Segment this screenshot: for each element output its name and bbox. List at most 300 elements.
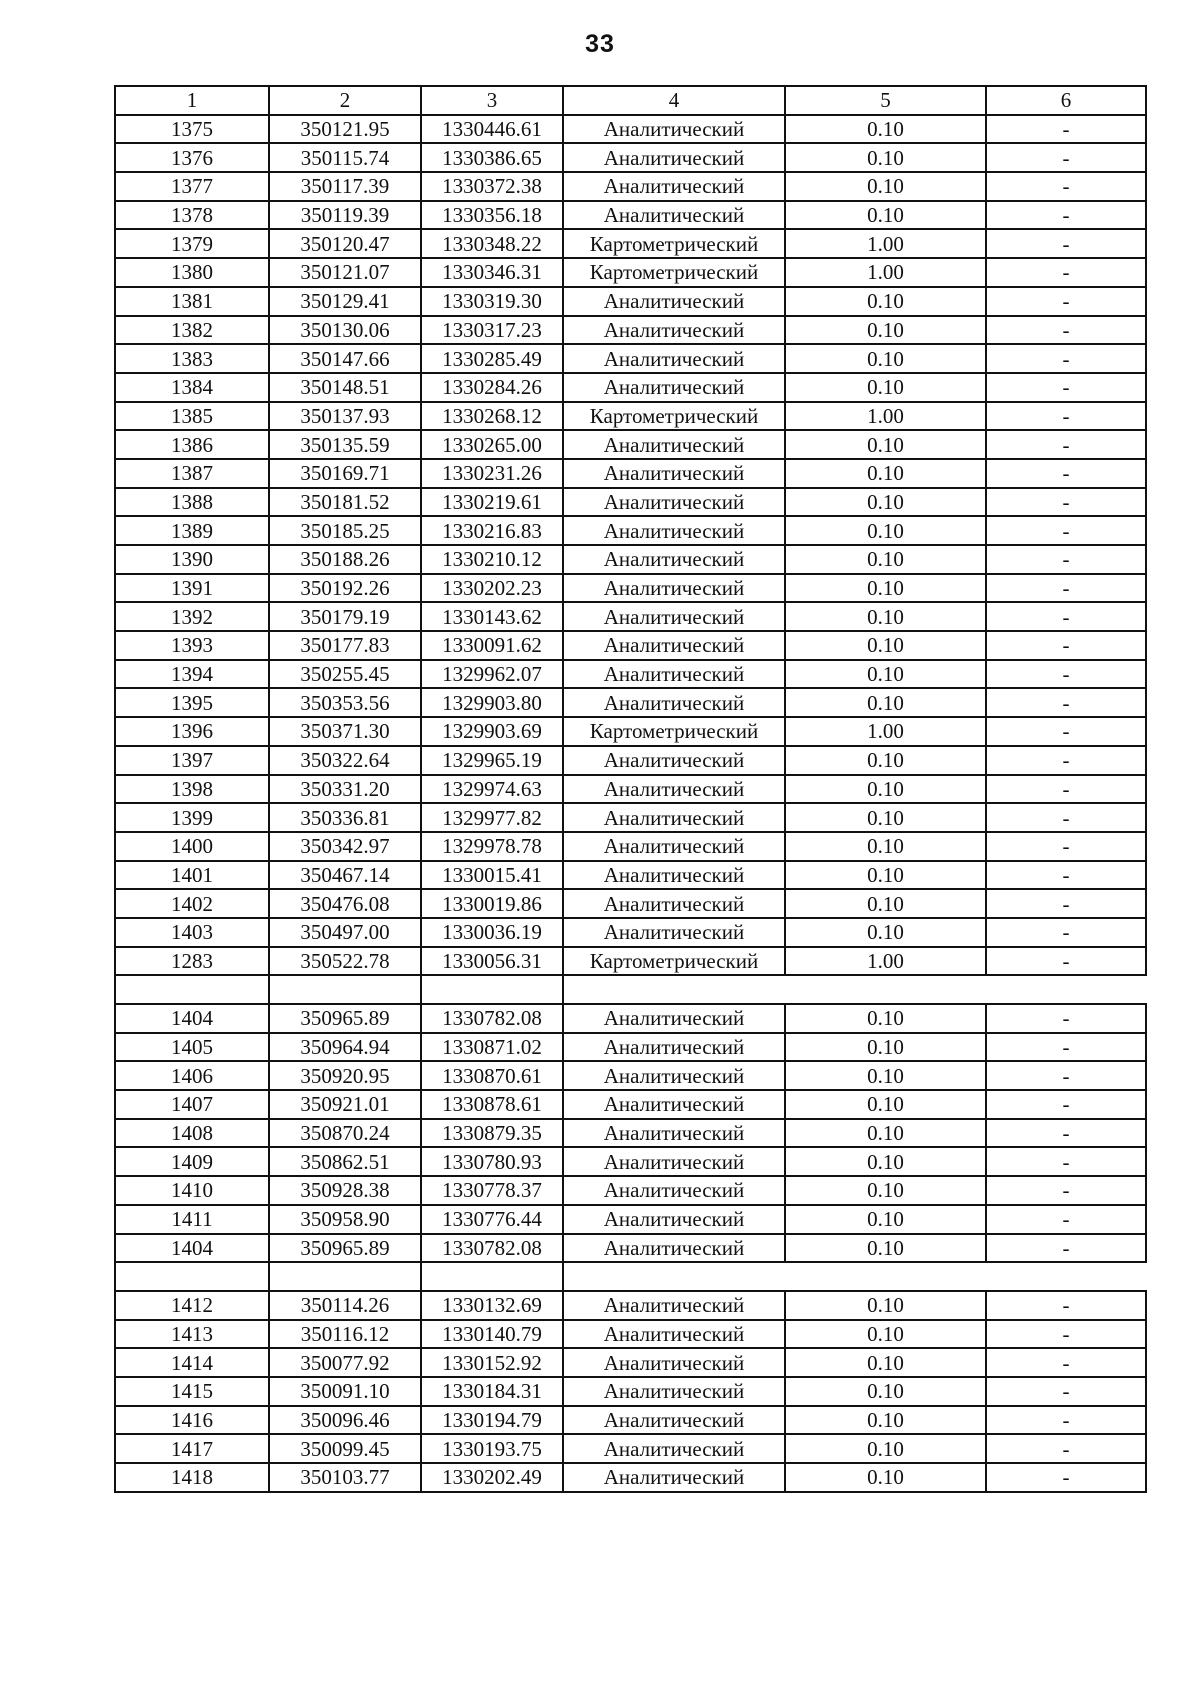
note-cell: -: [986, 1406, 1146, 1435]
x-coordinate-cell: 350116.12: [269, 1320, 421, 1349]
accuracy-cell: 0.10: [785, 1348, 986, 1377]
x-coordinate-cell: 350148.51: [269, 373, 421, 402]
table-row: [115, 803, 1146, 832]
point-number-cell: 1416: [115, 1406, 269, 1435]
note-cell: -: [986, 1147, 1146, 1176]
y-coordinate-cell: 1330317.23: [421, 316, 563, 345]
point-number-cell: 1403: [115, 918, 269, 947]
point-number-cell: 1400: [115, 832, 269, 861]
method-cell: Аналитический: [563, 172, 785, 201]
table-row: [115, 488, 1146, 517]
table-row: [115, 1205, 1146, 1234]
table-row: [115, 1463, 1146, 1492]
method-cell: Картометрический: [563, 258, 785, 287]
table-row: [115, 229, 1146, 258]
x-coordinate-cell: 350135.59: [269, 430, 421, 459]
x-coordinate-cell: 350185.25: [269, 516, 421, 545]
method-cell: Аналитический: [563, 1320, 785, 1349]
table-row: [115, 688, 1146, 717]
table-row: [115, 1119, 1146, 1148]
method-cell: Аналитический: [563, 1463, 785, 1492]
y-coordinate-cell: 1330202.23: [421, 574, 563, 603]
note-cell: -: [986, 1234, 1146, 1263]
method-cell: Аналитический: [563, 1406, 785, 1435]
table-row: [115, 545, 1146, 574]
y-coordinate-cell: 1330778.37: [421, 1176, 563, 1205]
table-row: [115, 1320, 1146, 1349]
x-coordinate-cell: 350121.95: [269, 115, 421, 144]
note-cell: -: [986, 775, 1146, 804]
y-coordinate-cell: 1330202.49: [421, 1463, 563, 1492]
y-coordinate-cell: 1330782.08: [421, 1234, 563, 1263]
accuracy-cell: 0.10: [785, 631, 986, 660]
empty-cell: [115, 1262, 269, 1291]
point-number-cell: 1413: [115, 1320, 269, 1349]
method-cell: Аналитический: [563, 1033, 785, 1062]
point-number-cell: 1391: [115, 574, 269, 603]
y-coordinate-cell: 1330782.08: [421, 1004, 563, 1033]
point-number-cell: 1283: [115, 947, 269, 976]
x-coordinate-cell: 350928.38: [269, 1176, 421, 1205]
y-coordinate-cell: 1329965.19: [421, 746, 563, 775]
method-cell: Аналитический: [563, 1176, 785, 1205]
note-cell: -: [986, 344, 1146, 373]
note-cell: -: [986, 803, 1146, 832]
note-cell: -: [986, 258, 1146, 287]
accuracy-cell: 0.10: [785, 488, 986, 517]
accuracy-cell: 0.10: [785, 143, 986, 172]
y-coordinate-cell: 1330265.00: [421, 430, 563, 459]
method-cell: Картометрический: [563, 717, 785, 746]
point-number-cell: 1397: [115, 746, 269, 775]
table-row: [115, 516, 1146, 545]
y-coordinate-cell: 1330871.02: [421, 1033, 563, 1062]
group-separator-row: [115, 975, 1146, 1004]
method-cell: Аналитический: [563, 488, 785, 517]
x-coordinate-cell: 350117.39: [269, 172, 421, 201]
x-coordinate-cell: 350091.10: [269, 1377, 421, 1406]
table-row: [115, 402, 1146, 431]
y-coordinate-cell: 1330356.18: [421, 201, 563, 230]
x-coordinate-cell: 350137.93: [269, 402, 421, 431]
y-coordinate-cell: 1329962.07: [421, 660, 563, 689]
x-coordinate-cell: 350130.06: [269, 316, 421, 345]
note-cell: -: [986, 1320, 1146, 1349]
point-number-cell: 1395: [115, 688, 269, 717]
x-coordinate-cell: 350255.45: [269, 660, 421, 689]
method-cell: Аналитический: [563, 602, 785, 631]
note-cell: -: [986, 287, 1146, 316]
method-cell: Аналитический: [563, 1434, 785, 1463]
y-coordinate-cell: 1330284.26: [421, 373, 563, 402]
y-coordinate-cell: 1330184.31: [421, 1377, 563, 1406]
y-coordinate-cell: 1330268.12: [421, 402, 563, 431]
point-number-cell: 1378: [115, 201, 269, 230]
method-cell: Аналитический: [563, 746, 785, 775]
point-number-cell: 1377: [115, 172, 269, 201]
point-number-cell: 1376: [115, 143, 269, 172]
accuracy-cell: 0.10: [785, 287, 986, 316]
note-cell: -: [986, 1119, 1146, 1148]
note-cell: -: [986, 947, 1146, 976]
note-cell: -: [986, 316, 1146, 345]
method-cell: Аналитический: [563, 861, 785, 890]
x-coordinate-cell: 350467.14: [269, 861, 421, 890]
y-coordinate-cell: 1330036.19: [421, 918, 563, 947]
empty-cell: [421, 1262, 563, 1291]
x-coordinate-cell: 350322.64: [269, 746, 421, 775]
accuracy-cell: 1.00: [785, 258, 986, 287]
accuracy-cell: 0.10: [785, 1234, 986, 1263]
y-coordinate-cell: 1330091.62: [421, 631, 563, 660]
column-header-2: 2: [269, 86, 421, 115]
point-number-cell: 1410: [115, 1176, 269, 1205]
x-coordinate-cell: 350177.83: [269, 631, 421, 660]
point-number-cell: 1411: [115, 1205, 269, 1234]
accuracy-cell: 0.10: [785, 545, 986, 574]
accuracy-cell: 0.10: [785, 1119, 986, 1148]
method-cell: Аналитический: [563, 1377, 785, 1406]
note-cell: -: [986, 832, 1146, 861]
group-separator-row: [115, 1262, 1146, 1291]
note-cell: -: [986, 1205, 1146, 1234]
point-number-cell: 1418: [115, 1463, 269, 1492]
note-cell: -: [986, 115, 1146, 144]
accuracy-cell: 0.10: [785, 1205, 986, 1234]
y-coordinate-cell: 1330231.26: [421, 459, 563, 488]
note-cell: -: [986, 1377, 1146, 1406]
table-row: [115, 201, 1146, 230]
point-number-cell: 1396: [115, 717, 269, 746]
point-number-cell: 1379: [115, 229, 269, 258]
accuracy-cell: 0.10: [785, 688, 986, 717]
x-coordinate-cell: 350099.45: [269, 1434, 421, 1463]
method-cell: Аналитический: [563, 459, 785, 488]
accuracy-cell: 0.10: [785, 746, 986, 775]
point-number-cell: 1390: [115, 545, 269, 574]
point-number-cell: 1388: [115, 488, 269, 517]
note-cell: -: [986, 602, 1146, 631]
empty-cell: [421, 975, 563, 1004]
note-cell: -: [986, 574, 1146, 603]
method-cell: Аналитический: [563, 1147, 785, 1176]
x-coordinate-cell: 350958.90: [269, 1205, 421, 1234]
column-header-1: 1: [115, 86, 269, 115]
method-cell: Аналитический: [563, 1004, 785, 1033]
accuracy-cell: 0.10: [785, 1147, 986, 1176]
y-coordinate-cell: 1330870.61: [421, 1061, 563, 1090]
x-coordinate-cell: 350077.92: [269, 1348, 421, 1377]
y-coordinate-cell: 1330780.93: [421, 1147, 563, 1176]
method-cell: Картометрический: [563, 229, 785, 258]
accuracy-cell: 1.00: [785, 402, 986, 431]
note-cell: -: [986, 1004, 1146, 1033]
note-cell: -: [986, 516, 1146, 545]
table-row: [115, 287, 1146, 316]
point-number-cell: 1382: [115, 316, 269, 345]
accuracy-cell: 1.00: [785, 947, 986, 976]
point-number-cell: 1386: [115, 430, 269, 459]
method-cell: Аналитический: [563, 660, 785, 689]
note-cell: -: [986, 717, 1146, 746]
y-coordinate-cell: 1330194.79: [421, 1406, 563, 1435]
x-coordinate-cell: 350119.39: [269, 201, 421, 230]
accuracy-cell: 0.10: [785, 660, 986, 689]
point-number-cell: 1392: [115, 602, 269, 631]
accuracy-cell: 0.10: [785, 1463, 986, 1492]
accuracy-cell: 0.10: [785, 775, 986, 804]
x-coordinate-cell: 350181.52: [269, 488, 421, 517]
method-cell: Аналитический: [563, 1119, 785, 1148]
table-body: [115, 115, 1146, 1492]
table-row: [115, 258, 1146, 287]
table-row: [115, 1406, 1146, 1435]
table-row: [115, 574, 1146, 603]
accuracy-cell: 0.10: [785, 1291, 986, 1320]
y-coordinate-cell: 1329903.69: [421, 717, 563, 746]
note-cell: -: [986, 1176, 1146, 1205]
x-coordinate-cell: 350921.01: [269, 1090, 421, 1119]
y-coordinate-cell: 1329977.82: [421, 803, 563, 832]
empty-cell: [785, 975, 986, 1004]
x-coordinate-cell: 350965.89: [269, 1234, 421, 1263]
accuracy-cell: 0.10: [785, 516, 986, 545]
point-number-cell: 1398: [115, 775, 269, 804]
point-number-cell: 1385: [115, 402, 269, 431]
accuracy-cell: 0.10: [785, 172, 986, 201]
table-row: [115, 430, 1146, 459]
x-coordinate-cell: 350331.20: [269, 775, 421, 804]
table-row: [115, 889, 1146, 918]
table-row: [115, 373, 1146, 402]
method-cell: Аналитический: [563, 545, 785, 574]
note-cell: -: [986, 1434, 1146, 1463]
page-number: 33: [585, 30, 615, 58]
y-coordinate-cell: 1330285.49: [421, 344, 563, 373]
accuracy-cell: 0.10: [785, 602, 986, 631]
point-number-cell: 1401: [115, 861, 269, 890]
note-cell: -: [986, 430, 1146, 459]
y-coordinate-cell: 1330319.30: [421, 287, 563, 316]
note-cell: -: [986, 459, 1146, 488]
y-coordinate-cell: 1330193.75: [421, 1434, 563, 1463]
x-coordinate-cell: 350342.97: [269, 832, 421, 861]
y-coordinate-cell: 1330348.22: [421, 229, 563, 258]
table-row: [115, 717, 1146, 746]
table-row: [115, 660, 1146, 689]
y-coordinate-cell: 1330216.83: [421, 516, 563, 545]
method-cell: Аналитический: [563, 316, 785, 345]
point-number-cell: 1405: [115, 1033, 269, 1062]
point-number-cell: 1393: [115, 631, 269, 660]
method-cell: Аналитический: [563, 1061, 785, 1090]
y-coordinate-cell: 1330878.61: [421, 1090, 563, 1119]
x-coordinate-cell: 350476.08: [269, 889, 421, 918]
point-number-cell: 1414: [115, 1348, 269, 1377]
point-number-cell: 1387: [115, 459, 269, 488]
table-row: [115, 1176, 1146, 1205]
table-row: [115, 1090, 1146, 1119]
accuracy-cell: 0.10: [785, 832, 986, 861]
x-coordinate-cell: 350169.71: [269, 459, 421, 488]
column-header-6: 6: [986, 86, 1146, 115]
accuracy-cell: 0.10: [785, 574, 986, 603]
point-number-cell: 1381: [115, 287, 269, 316]
method-cell: Аналитический: [563, 1348, 785, 1377]
accuracy-cell: 0.10: [785, 918, 986, 947]
method-cell: Аналитический: [563, 430, 785, 459]
method-cell: Аналитический: [563, 775, 785, 804]
method-cell: Аналитический: [563, 287, 785, 316]
point-number-cell: 1406: [115, 1061, 269, 1090]
x-coordinate-cell: 350121.07: [269, 258, 421, 287]
x-coordinate-cell: 350353.56: [269, 688, 421, 717]
point-number-cell: 1409: [115, 1147, 269, 1176]
point-number-cell: 1375: [115, 115, 269, 144]
accuracy-cell: 0.10: [785, 115, 986, 144]
empty-cell: [269, 975, 421, 1004]
note-cell: -: [986, 631, 1146, 660]
table-row: [115, 143, 1146, 172]
note-cell: -: [986, 918, 1146, 947]
method-cell: Аналитический: [563, 344, 785, 373]
accuracy-cell: 0.10: [785, 1176, 986, 1205]
note-cell: -: [986, 545, 1146, 574]
method-cell: Аналитический: [563, 803, 785, 832]
note-cell: -: [986, 488, 1146, 517]
method-cell: Аналитический: [563, 516, 785, 545]
point-number-cell: 1415: [115, 1377, 269, 1406]
y-coordinate-cell: 1330056.31: [421, 947, 563, 976]
table-header-row: [115, 86, 1146, 115]
method-cell: Аналитический: [563, 1090, 785, 1119]
note-cell: -: [986, 402, 1146, 431]
method-cell: Картометрический: [563, 402, 785, 431]
y-coordinate-cell: 1330143.62: [421, 602, 563, 631]
x-coordinate-cell: 350522.78: [269, 947, 421, 976]
table-row: [115, 631, 1146, 660]
table-row: [115, 746, 1146, 775]
table-row: [115, 316, 1146, 345]
x-coordinate-cell: 350371.30: [269, 717, 421, 746]
method-cell: Картометрический: [563, 947, 785, 976]
x-coordinate-cell: 350497.00: [269, 918, 421, 947]
accuracy-cell: 0.10: [785, 373, 986, 402]
accuracy-cell: 0.10: [785, 344, 986, 373]
x-coordinate-cell: 350188.26: [269, 545, 421, 574]
note-cell: -: [986, 1348, 1146, 1377]
column-header-3: 3: [421, 86, 563, 115]
method-cell: Аналитический: [563, 631, 785, 660]
note-cell: -: [986, 172, 1146, 201]
accuracy-cell: 0.10: [785, 1377, 986, 1406]
point-number-cell: 1404: [115, 1004, 269, 1033]
table-row: [115, 115, 1146, 144]
method-cell: Аналитический: [563, 115, 785, 144]
y-coordinate-cell: 1330346.31: [421, 258, 563, 287]
x-coordinate-cell: 350862.51: [269, 1147, 421, 1176]
x-coordinate-cell: 350115.74: [269, 143, 421, 172]
point-number-cell: 1394: [115, 660, 269, 689]
note-cell: -: [986, 229, 1146, 258]
table-row: [115, 172, 1146, 201]
table-row: [115, 918, 1146, 947]
table-row: [115, 1033, 1146, 1062]
accuracy-cell: 0.10: [785, 1090, 986, 1119]
accuracy-cell: 0.10: [785, 1320, 986, 1349]
x-coordinate-cell: 350920.95: [269, 1061, 421, 1090]
x-coordinate-cell: 350336.81: [269, 803, 421, 832]
table-row: [115, 1377, 1146, 1406]
point-number-cell: 1389: [115, 516, 269, 545]
point-number-cell: 1399: [115, 803, 269, 832]
empty-cell: [986, 975, 1146, 1004]
accuracy-cell: 1.00: [785, 229, 986, 258]
table-row: [115, 344, 1146, 373]
accuracy-cell: 0.10: [785, 1061, 986, 1090]
method-cell: Аналитический: [563, 1291, 785, 1320]
empty-cell: [986, 1262, 1146, 1291]
column-header-4: 4: [563, 86, 785, 115]
table-row: [115, 1004, 1146, 1033]
point-number-cell: 1408: [115, 1119, 269, 1148]
table-row: [115, 1234, 1146, 1263]
x-coordinate-cell: 350120.47: [269, 229, 421, 258]
accuracy-cell: 0.10: [785, 1434, 986, 1463]
accuracy-cell: 0.10: [785, 201, 986, 230]
method-cell: Аналитический: [563, 143, 785, 172]
note-cell: -: [986, 201, 1146, 230]
method-cell: Аналитический: [563, 889, 785, 918]
note-cell: -: [986, 861, 1146, 890]
accuracy-cell: 0.10: [785, 1033, 986, 1062]
accuracy-cell: 1.00: [785, 717, 986, 746]
x-coordinate-cell: 350964.94: [269, 1033, 421, 1062]
note-cell: -: [986, 373, 1146, 402]
table-row: [115, 1147, 1146, 1176]
accuracy-cell: 0.10: [785, 861, 986, 890]
note-cell: -: [986, 889, 1146, 918]
x-coordinate-cell: 350103.77: [269, 1463, 421, 1492]
accuracy-cell: 0.10: [785, 316, 986, 345]
x-coordinate-cell: 350096.46: [269, 1406, 421, 1435]
note-cell: -: [986, 1061, 1146, 1090]
empty-cell: [269, 1262, 421, 1291]
method-cell: Аналитический: [563, 1205, 785, 1234]
table-row: [115, 775, 1146, 804]
accuracy-cell: 0.10: [785, 803, 986, 832]
column-header-5: 5: [785, 86, 986, 115]
x-coordinate-cell: 350192.26: [269, 574, 421, 603]
y-coordinate-cell: 1329978.78: [421, 832, 563, 861]
point-number-cell: 1384: [115, 373, 269, 402]
point-number-cell: 1417: [115, 1434, 269, 1463]
note-cell: -: [986, 1291, 1146, 1320]
table-row: [115, 602, 1146, 631]
y-coordinate-cell: 1330019.86: [421, 889, 563, 918]
accuracy-cell: 0.10: [785, 430, 986, 459]
accuracy-cell: 0.10: [785, 889, 986, 918]
table-row: [115, 1348, 1146, 1377]
note-cell: -: [986, 143, 1146, 172]
accuracy-cell: 0.10: [785, 459, 986, 488]
x-coordinate-cell: 350870.24: [269, 1119, 421, 1148]
note-cell: -: [986, 1463, 1146, 1492]
method-cell: Аналитический: [563, 574, 785, 603]
y-coordinate-cell: 1330879.35: [421, 1119, 563, 1148]
coordinates-table: [114, 85, 1147, 1493]
method-cell: Аналитический: [563, 373, 785, 402]
